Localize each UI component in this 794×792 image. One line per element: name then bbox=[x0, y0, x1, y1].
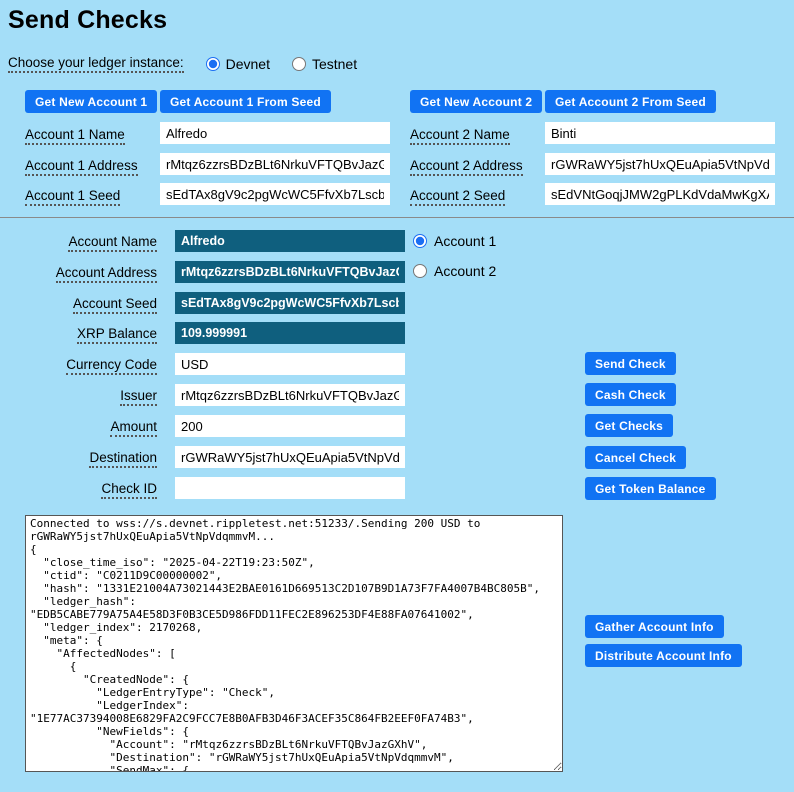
gather-account-info-button[interactable]: Gather Account Info bbox=[585, 615, 724, 638]
account2-seed-label: Account 2 Seed bbox=[410, 188, 505, 203]
account1-select-label: Account 1 bbox=[434, 233, 497, 249]
get-new-account1-button[interactable]: Get New Account 1 bbox=[25, 90, 157, 113]
currency-code-input[interactable] bbox=[175, 353, 405, 375]
account-name-field[interactable] bbox=[175, 230, 405, 252]
account-address-label: Account Address bbox=[0, 265, 157, 280]
testnet-radio[interactable] bbox=[292, 57, 306, 71]
amount-label: Amount bbox=[0, 419, 157, 434]
account1-name-label: Account 1 Name bbox=[25, 127, 125, 142]
issuer-label: Issuer bbox=[0, 388, 157, 403]
get-account1-from-seed-button[interactable]: Get Account 1 From Seed bbox=[160, 90, 331, 113]
send-check-button[interactable]: Send Check bbox=[585, 352, 676, 375]
account2-select-label: Account 2 bbox=[434, 263, 497, 279]
get-checks-button[interactable]: Get Checks bbox=[585, 414, 673, 437]
amount-input[interactable] bbox=[175, 415, 405, 437]
account2-name-input[interactable] bbox=[545, 122, 775, 144]
cash-check-button[interactable]: Cash Check bbox=[585, 383, 676, 406]
account-name-label: Account Name bbox=[0, 234, 157, 249]
account2-address-input[interactable] bbox=[545, 153, 775, 175]
get-new-account2-button[interactable]: Get New Account 2 bbox=[410, 90, 542, 113]
account1-address-input[interactable] bbox=[160, 153, 390, 175]
get-token-balance-button[interactable]: Get Token Balance bbox=[585, 477, 716, 500]
account2-seed-input[interactable] bbox=[545, 183, 775, 205]
account2-address-label: Account 2 Address bbox=[410, 158, 523, 173]
get-account2-from-seed-button[interactable]: Get Account 2 From Seed bbox=[545, 90, 716, 113]
testnet-radio-option[interactable] bbox=[292, 56, 357, 72]
ledger-instance-label: Choose your ledger instance: bbox=[8, 55, 184, 73]
issuer-input[interactable] bbox=[175, 384, 405, 406]
section-divider bbox=[0, 217, 794, 218]
account1-seed-input[interactable] bbox=[160, 183, 390, 205]
account-seed-label: Account Seed bbox=[0, 296, 157, 311]
xrp-balance-label: XRP Balance bbox=[0, 326, 157, 341]
account1-name-input[interactable] bbox=[160, 122, 390, 144]
account1-select-option[interactable] bbox=[413, 233, 496, 249]
destination-label: Destination bbox=[0, 450, 157, 465]
results-log-textarea[interactable] bbox=[25, 515, 563, 772]
devnet-radio-option[interactable] bbox=[206, 56, 270, 72]
devnet-radio-label: Devnet bbox=[225, 56, 270, 72]
cancel-check-button[interactable]: Cancel Check bbox=[585, 446, 686, 469]
account2-name-label: Account 2 Name bbox=[410, 127, 510, 142]
currency-code-label: Currency Code bbox=[0, 357, 157, 372]
ledger-instance-row bbox=[8, 55, 357, 73]
xrp-balance-field[interactable] bbox=[175, 322, 405, 344]
devnet-radio[interactable] bbox=[206, 57, 220, 71]
destination-input[interactable] bbox=[175, 446, 405, 468]
check-id-input[interactable] bbox=[175, 477, 405, 499]
testnet-radio-label: Testnet bbox=[311, 56, 358, 72]
distribute-account-info-button[interactable]: Distribute Account Info bbox=[585, 644, 742, 667]
account-seed-field[interactable] bbox=[175, 292, 405, 314]
page-title: Send Checks bbox=[8, 6, 168, 34]
account1-select-radio[interactable] bbox=[413, 234, 427, 248]
account2-select-option[interactable] bbox=[413, 263, 496, 279]
account1-seed-label: Account 1 Seed bbox=[25, 188, 120, 203]
account-address-field[interactable] bbox=[175, 261, 405, 283]
account1-address-label: Account 1 Address bbox=[25, 158, 138, 173]
check-id-label: Check ID bbox=[0, 481, 157, 496]
account2-select-radio[interactable] bbox=[413, 264, 427, 278]
